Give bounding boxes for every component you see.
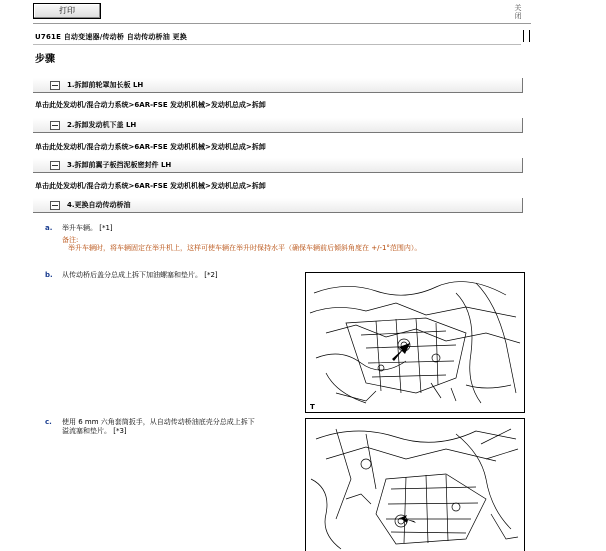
divider — [33, 23, 531, 24]
print-button[interactable]: 打印 — [33, 3, 101, 19]
substep-text: 举升车辆。 [*1] — [62, 224, 113, 232]
procedure-link[interactable]: 单击此处发动机/混合动力系统>6AR-FSE 发动机机械>发动机总成>拆卸 — [35, 143, 266, 151]
illustration-figure — [305, 418, 525, 551]
step-header-4[interactable] — [33, 198, 523, 213]
step-header-3[interactable] — [33, 158, 523, 173]
substep-text: 溢流塞和垫片。 [*3] — [62, 427, 127, 435]
step-label: 4.更换自动传动桥油 — [67, 201, 131, 209]
transaxle-rear-cover-illustration — [306, 273, 524, 412]
note-text: 举升车辆时，将车辆固定在举升机上，这样可使车辆在举升时保持水平（确保车辆前后倾斜角度在 +/-1°范围内）。 — [68, 244, 422, 252]
step-label: 3.拆卸前翼子板挡泥板密封件 LH — [67, 161, 172, 169]
collapse-icon[interactable] — [50, 81, 60, 90]
illustration-figure — [305, 272, 525, 413]
page-title: U761E 自动变速器/传动桥 自动传动桥油 更换 — [35, 33, 187, 41]
step-label: 1.拆卸前轮罩加长板 LH — [67, 81, 144, 89]
substep-letter: a. — [45, 224, 53, 232]
step-label: 2.拆卸发动机下盖 LH — [67, 121, 137, 129]
substep-text: 使用 6 mm 六角套筒扳手，从自动传动桥油底壳分总成上拆下 — [62, 418, 255, 426]
step-header-1[interactable] — [33, 78, 523, 93]
collapse-icon[interactable] — [50, 161, 60, 170]
collapse-icon[interactable] — [50, 201, 60, 210]
note-label: 备注: — [62, 236, 79, 244]
step-header-2[interactable] — [33, 118, 523, 133]
collapse-icon[interactable] — [50, 121, 60, 130]
close-link[interactable]: 关闭 — [514, 4, 522, 20]
divider — [33, 44, 521, 45]
pane-resize-handle[interactable] — [523, 30, 530, 42]
figure-label: T — [310, 403, 315, 411]
procedure-link[interactable]: 单击此处发动机/混合动力系统>6AR-FSE 发动机机械>发动机总成>拆卸 — [35, 101, 266, 109]
substep-letter: c. — [45, 418, 52, 426]
section-heading: 步骤 — [35, 54, 55, 65]
procedure-link[interactable]: 单击此处发动机/混合动力系统>6AR-FSE 发动机机械>发动机总成>拆卸 — [35, 182, 266, 190]
substep-text: 从传动桥后盖分总成上拆下加油螺塞和垫片。 [*2] — [62, 271, 218, 279]
substep-letter: b. — [45, 271, 53, 279]
transaxle-oil-pan-illustration — [306, 419, 524, 551]
